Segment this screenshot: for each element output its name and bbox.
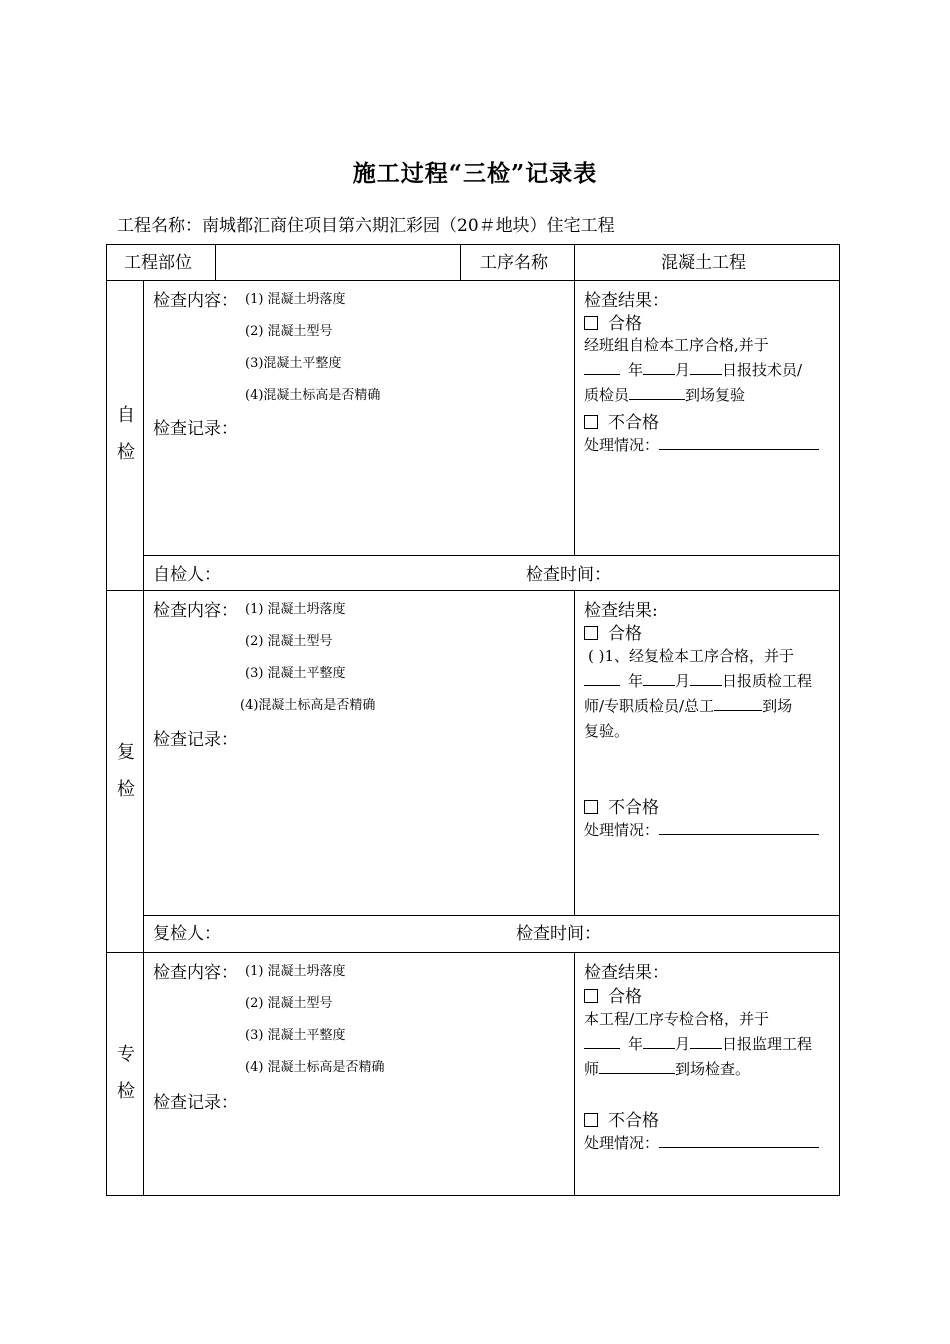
year-blank[interactable] xyxy=(584,360,620,375)
day-rest-text: 日报质检工程 xyxy=(722,672,813,690)
table-border-right xyxy=(839,244,840,1196)
recheck-content-label: 检查内容： xyxy=(153,601,238,621)
recheck-pass-checkbox[interactable] xyxy=(584,626,598,640)
self-inspector-label: 自检人： xyxy=(153,565,221,585)
inspector-text: 质检员 xyxy=(584,386,630,404)
special-record-label: 检查记录： xyxy=(153,1093,238,1113)
month-blank[interactable] xyxy=(643,360,675,375)
recheck-record-label: 检查记录： xyxy=(153,730,238,750)
self-result-label: 检查结果： xyxy=(584,291,669,311)
recheck-pass-line-4: 复验。 xyxy=(584,722,630,740)
day-rest-text: 日报技术员/ xyxy=(722,361,803,379)
special-item-2: (2) 混凝土型号 xyxy=(245,996,333,1011)
recheck-result-label: 检查结果: xyxy=(584,601,658,621)
section-divider-recheck xyxy=(106,952,840,953)
recheck-label-2: 检 xyxy=(117,779,135,800)
day-blank[interactable] xyxy=(690,360,722,375)
self-pass-line-3 xyxy=(584,384,745,405)
special-pass-line-1: 本工程/工序专检合格，并于 xyxy=(584,1010,770,1028)
recheck-fail-option[interactable] xyxy=(584,793,659,818)
month-label: 月 xyxy=(675,361,691,379)
self-item-2: (2) 混凝土型号 xyxy=(245,324,333,339)
recheck-pass-line-2 xyxy=(584,670,812,691)
handle-label: 处理情况： xyxy=(584,436,660,454)
day-blank[interactable] xyxy=(690,671,722,686)
part-label: 工程部位 xyxy=(124,253,192,273)
inspector-text: 师/专职质检员/总工 xyxy=(584,697,715,715)
handle-blank[interactable] xyxy=(659,820,819,835)
special-pass-label: 合格 xyxy=(608,987,642,1007)
special-fail-label: 不合格 xyxy=(608,1111,659,1131)
self-fail-label: 不合格 xyxy=(608,413,659,433)
self-pass-line-1: 经班组自检本工序合格,并于 xyxy=(584,336,769,354)
month-blank[interactable] xyxy=(643,1034,675,1049)
year-label: 年 xyxy=(628,1035,644,1053)
handle-label: 处理情况： xyxy=(584,821,660,839)
recheck-item-1: (1) 混凝土坍落度 xyxy=(245,602,346,617)
day-rest-text: 日报监理工程 xyxy=(722,1035,813,1053)
recheck-pass-label: 合格 xyxy=(608,624,642,644)
day-blank[interactable] xyxy=(690,1034,722,1049)
self-handle-line xyxy=(584,434,819,455)
special-pass-option[interactable] xyxy=(584,982,642,1007)
header-divider-3 xyxy=(574,244,575,280)
recheck-fail-label: 不合格 xyxy=(608,798,659,818)
month-blank[interactable] xyxy=(643,671,675,686)
section-divider-self xyxy=(106,590,840,591)
recheck-signature-divider xyxy=(143,915,840,916)
recheck-item-4: (4)混凝土标高是否精确 xyxy=(240,698,376,713)
special-item-1: (1) 混凝土坍落度 xyxy=(245,964,346,979)
recheck-label-1: 复 xyxy=(117,742,135,763)
special-result-divider xyxy=(574,952,575,1195)
arrival-text: 到场 xyxy=(762,697,793,715)
special-fail-checkbox[interactable] xyxy=(584,1113,598,1127)
process-value: 混凝土工程 xyxy=(661,253,746,273)
special-item-4: (4) 混凝土标高是否精确 xyxy=(245,1060,385,1075)
month-label: 月 xyxy=(675,1035,691,1053)
self-check-label-1: 自 xyxy=(117,405,135,426)
special-handle-line xyxy=(584,1132,819,1153)
year-label: 年 xyxy=(628,672,644,690)
self-item-4: (4)混凝土标高是否精确 xyxy=(245,388,381,403)
self-time-label: 检查时间： xyxy=(526,565,611,585)
self-pass-option[interactable] xyxy=(584,309,642,334)
table-border-top xyxy=(106,244,840,245)
project-name: 工程名称：南城都汇商住项目第六期汇彩园（20＃地块）住宅工程 xyxy=(117,216,615,236)
year-blank[interactable] xyxy=(584,671,620,686)
self-pass-checkbox[interactable] xyxy=(584,316,598,330)
inspector-text: 师 xyxy=(584,1060,600,1078)
recheck-result-divider xyxy=(574,590,575,916)
process-label: 工序名称 xyxy=(480,253,548,273)
special-pass-line-3 xyxy=(584,1058,750,1079)
handle-blank[interactable] xyxy=(659,1133,819,1148)
self-record-label: 检查记录： xyxy=(153,419,238,439)
year-label: 年 xyxy=(628,361,644,379)
arrival-text: 到场检查。 xyxy=(675,1060,751,1078)
inspector-blank[interactable] xyxy=(714,696,762,711)
recheck-pass-line-3 xyxy=(584,695,792,716)
header-divider-1 xyxy=(215,244,216,280)
page-title: 施工过程“三检”记录表 xyxy=(352,160,598,187)
table-header-divider xyxy=(106,280,840,281)
table-border-left xyxy=(106,244,107,1196)
special-fail-option[interactable] xyxy=(584,1106,659,1131)
special-pass-checkbox[interactable] xyxy=(584,989,598,1003)
self-pass-label: 合格 xyxy=(608,314,642,334)
special-content-label: 检查内容： xyxy=(153,963,238,983)
header-divider-2 xyxy=(460,244,461,280)
arrival-text: 到场复验 xyxy=(685,386,746,404)
month-label: 月 xyxy=(675,672,691,690)
special-result-label: 检查结果： xyxy=(584,963,669,983)
self-item-3: (3)混凝土平整度 xyxy=(245,356,342,371)
year-blank[interactable] xyxy=(584,1034,620,1049)
label-column-divider xyxy=(143,280,144,1195)
recheck-pass-option[interactable] xyxy=(584,619,642,644)
recheck-pass-line-1: ( )1、经复检本工序合格，并于 xyxy=(588,647,795,665)
special-item-3: (3) 混凝土平整度 xyxy=(245,1028,346,1043)
self-content-label: 检查内容： xyxy=(153,291,238,311)
self-pass-line-2 xyxy=(584,359,802,380)
inspector-blank[interactable] xyxy=(599,1059,675,1074)
self-fail-checkbox[interactable] xyxy=(584,415,598,429)
recheck-fail-checkbox[interactable] xyxy=(584,800,598,814)
special-check-label-2: 检 xyxy=(117,1081,135,1102)
inspector-blank[interactable] xyxy=(629,385,685,400)
self-fail-option[interactable] xyxy=(584,408,659,433)
recheck-item-3: (3) 混凝土平整度 xyxy=(245,666,346,681)
recheck-time-label: 检查时间： xyxy=(516,924,601,944)
handle-label: 处理情况： xyxy=(584,1134,660,1152)
recheck-inspector-label: 复检人： xyxy=(153,924,221,944)
table-border-bottom xyxy=(106,1195,840,1196)
handle-blank[interactable] xyxy=(659,435,819,450)
special-check-label-1: 专 xyxy=(117,1044,135,1065)
self-item-1: (1) 混凝土坍落度 xyxy=(245,292,346,307)
recheck-handle-line xyxy=(584,819,819,840)
self-signature-divider xyxy=(143,555,840,556)
self-check-label-2: 检 xyxy=(117,442,135,463)
self-result-divider xyxy=(574,280,575,556)
recheck-item-2: (2) 混凝土型号 xyxy=(245,634,333,649)
special-pass-line-2 xyxy=(584,1033,812,1054)
